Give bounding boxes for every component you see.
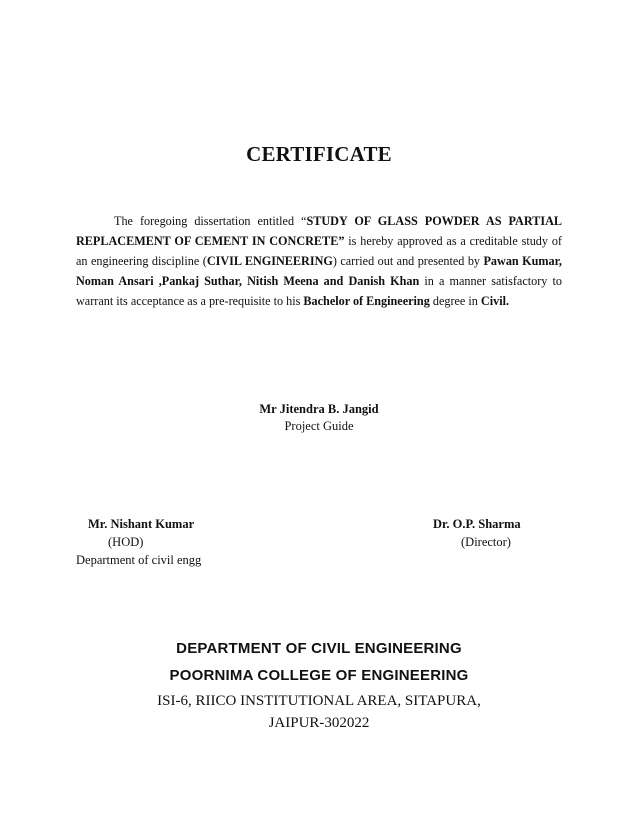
guide-role: Project Guide xyxy=(284,419,354,433)
body-text-2: is hereby approved as a creditable study of an engineering discipline ( xyxy=(76,234,562,268)
guide-signature-block xyxy=(0,401,638,435)
certificate-title: CERTIFICATE xyxy=(246,142,392,166)
director-role: (Director) xyxy=(461,535,511,549)
director-name: Dr. O.P. Sharma xyxy=(433,517,521,531)
address-line-1: ISI-6, RIICO INSTITUTIONAL AREA, SITAPURA, xyxy=(157,693,481,709)
body-text-4: in a manner satisfactory to warrant its acceptance as a pre-requisite to his xyxy=(76,274,562,308)
director-signature-block xyxy=(433,515,521,551)
address-line-2: JAIPUR-302022 xyxy=(268,715,370,731)
hod-role: (HOD) xyxy=(108,535,144,549)
college-name: POORNIMA COLLEGE OF ENGINEERING xyxy=(169,667,469,684)
guide-name: Mr Jitendra B. Jangid xyxy=(259,402,379,416)
body-text-1: The foregoing dissertation entitled “ xyxy=(114,214,307,228)
hod-signature-block xyxy=(76,515,201,569)
branch-name: Civil. xyxy=(480,294,510,308)
degree-name: Bachelor of Engineering xyxy=(303,294,430,308)
body-text-3: ) carried out and presented by xyxy=(332,254,484,268)
student-names: Pawan Kumar, Noman Ansari ,Pankaj Suthar, Nitish Meena and Danish Khan xyxy=(76,254,562,288)
department-name: DEPARTMENT OF CIVIL ENGINEERING xyxy=(176,640,462,657)
hod-name: Mr. Nishant Kumar xyxy=(88,517,195,531)
institution-footer xyxy=(0,637,638,734)
certificate-body xyxy=(76,211,562,311)
hod-department: Department of civil engg xyxy=(76,553,202,567)
body-text-5: degree in xyxy=(429,294,481,308)
dissertation-title: STUDY OF GLASS POWDER AS PARTIAL REPLACEMENT OF CEMENT IN CONCRETE” xyxy=(76,214,563,248)
discipline-name: CIVIL ENGINEERING xyxy=(206,254,333,268)
